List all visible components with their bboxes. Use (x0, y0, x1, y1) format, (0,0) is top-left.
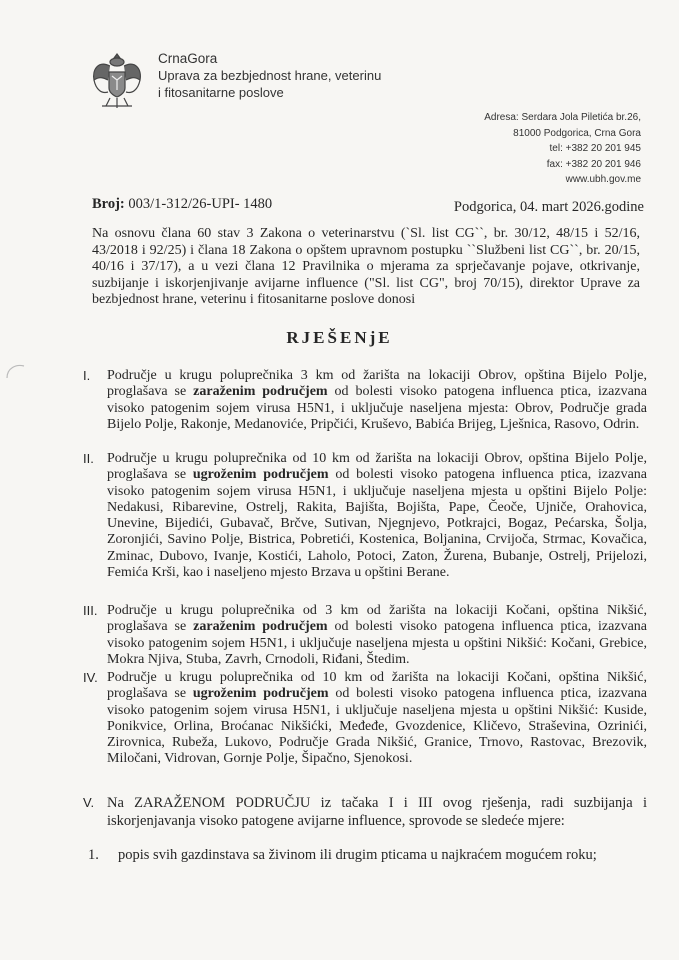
item-number: I. (83, 368, 91, 383)
decision-item-2: II. Područje u krugu poluprečnika od 10 km od žarišta na lokaciji Obrov, opština Bijelo Polje, proglašava se ugroženim područjem od bolesti visoko patogena influenca ptica, izazvana visoko patogenim sojem virusa H5N1, i uključuje naseljena mjesta u opštini Bijelo Polje: Nedakusi, Ribarevine, Ostrelj, Rakita, Bajišta, Bojišta, Pape, Čeoče, Ujniče, Orahovica, Unevine, Bijedići, Gubavač, Brčve, Sutivan, Njegnjevo, Potkrajci, Bogaz, Pećarska, Šolja, Zoronjići, Savino Polje, Bistrica, Pobretići, Kostenica, Boljanina, Crvijoča, Strmac, Kovačica, Zminac, Dubovo, Ivanje, Kostići, Laholo, Potoci, Zaton, Žurena, Bubanje, Ostrelj, Prijelozi, Femića Krši, kao i naseljeno mjesto Brzava u opštini Berane. (83, 451, 648, 581)
decision-item-1: I. Područje u krugu poluprečnika 3 km od žarišta na lokaciji Obrov, opština Bijelo Polje, proglašava se zaraženim područjem od bolesti visoko patogena influenca ptica, izazvana visoko patogenim sojem virusa H5N1, i uključuje naseljena mjesta: Obrov, Područje grada Bijelo Polje, Rakonje, Medanoviće, Pripčići, Kruševo, Babića Brijeg, Lješnica, Rasovo, Odrin. (83, 368, 648, 432)
country-name: CrnaGora (158, 51, 218, 66)
document-date: Podgorica, 04. mart 2026.godine (453, 199, 644, 215)
measure-number: 1. (88, 847, 99, 863)
measure-item-1: 1. popis svih gazdinstava sa živinom ili drugim pticama u najkraćem mogućem roku; (88, 847, 597, 863)
item-number: V. (83, 795, 95, 810)
emphasis: zaraženim područjem (193, 384, 328, 400)
agency-name-line-1: Uprava za bezbjednost hrane, veterinu (158, 68, 382, 83)
reference-value: 003/1-312/26-UPI- 1480 (128, 196, 273, 212)
emphasis: ugroženim područjem (192, 686, 329, 702)
reference-number (92, 196, 272, 213)
website: www.ubh.gov.me (565, 174, 641, 185)
fax: fax: +382 20 201 946 (546, 158, 641, 170)
telephone: tel: +382 20 201 945 (549, 143, 641, 154)
address-line: Adresa: Serdara Jola Piletića br.26, (484, 112, 641, 123)
punch-hole-mark-icon (4, 360, 28, 384)
emphasis: ugroženim područjem (192, 467, 329, 483)
legal-basis-paragraph: Na osnovu člana 60 stav 3 Zakona o veterinarstvu (`Sl. list CG``, br. 30/12, 48/15 i 52/16, 43/2018 i 92/25) i člana 18 Zakona o opštem upravnom postupku ``Službeni list CG``, br. 20/15, 40/16 i 37/17), a u vezi člana 12 Pravilnika o mjerama za sprječavanje pojave, otkrivanje, suzbijanje i iskorjenjivanje avijarne influence ("Sl. list CG", broj 70/15), direktor Uprave za bezbjednost hrane, veterinu i fitosanitarne poslove donosi (92, 226, 640, 308)
decision-item-4: IV. Područje u krugu poluprečnika od 10 km od žarišta na lokaciji Kočani, opština Nikšić, proglašava se ugroženim područjem od bolesti visoko patogena influenca ptica, izazvana visoko patogenim sojem virusa H5N1, i uključuje naseljena mjesta u opštini Nikšić: Kuside, Ponikvice, Orlina, Broćanac Nikšićki, Međeđe, Gvozdenice, Kličevo, Straševina, Ozrinići, Zirovnica, Rubeža, Lukovo, Područje Grada Nikšić, Granice, Trnovo, Rastovac, Brezovik, Miločani, Vidrovan, Gornje Polje, Šipačno, Sjenokosi. (83, 670, 648, 767)
decision-item-3: III. Područje u krugu poluprečnika od 3 km od žarišta na lokaciji Kočani, opština Nikšić, proglašava se zaraženim područjem od bolesti visoko patogena influenca ptica, izazvana visoko patogenim sojem H5N1, i uključuje naseljena mjesta u opštini Nikšić: Kočani, Grebice, Mokra Njiva, Stuba, Zavrh, Crnodoli, Riđani, Štedim. (83, 603, 648, 667)
item-number: II. (83, 451, 94, 466)
agency-name-line-2: i fitosanitarne poslove (158, 85, 284, 100)
item-number: III. (83, 603, 98, 618)
organization-header (158, 50, 381, 101)
document-title: RJEŠENjE (286, 328, 393, 347)
address-block (484, 110, 641, 188)
address-city: 81000 Podgorica, Crna Gora (513, 127, 641, 139)
emphasis: zaraženim područjem (193, 619, 328, 635)
decision-item-5: V. Na ZARAŽENOM PODRUČJU iz tačaka I i III ovog rješenja, radi suzbijanja i iskorjenjavanja visoko patogene avijarne influence, sprovode se sledeće mjere: (83, 795, 647, 829)
reference-label: Broj: (92, 196, 125, 212)
coat-of-arms-icon (88, 50, 146, 112)
item-number: IV. (83, 670, 98, 685)
